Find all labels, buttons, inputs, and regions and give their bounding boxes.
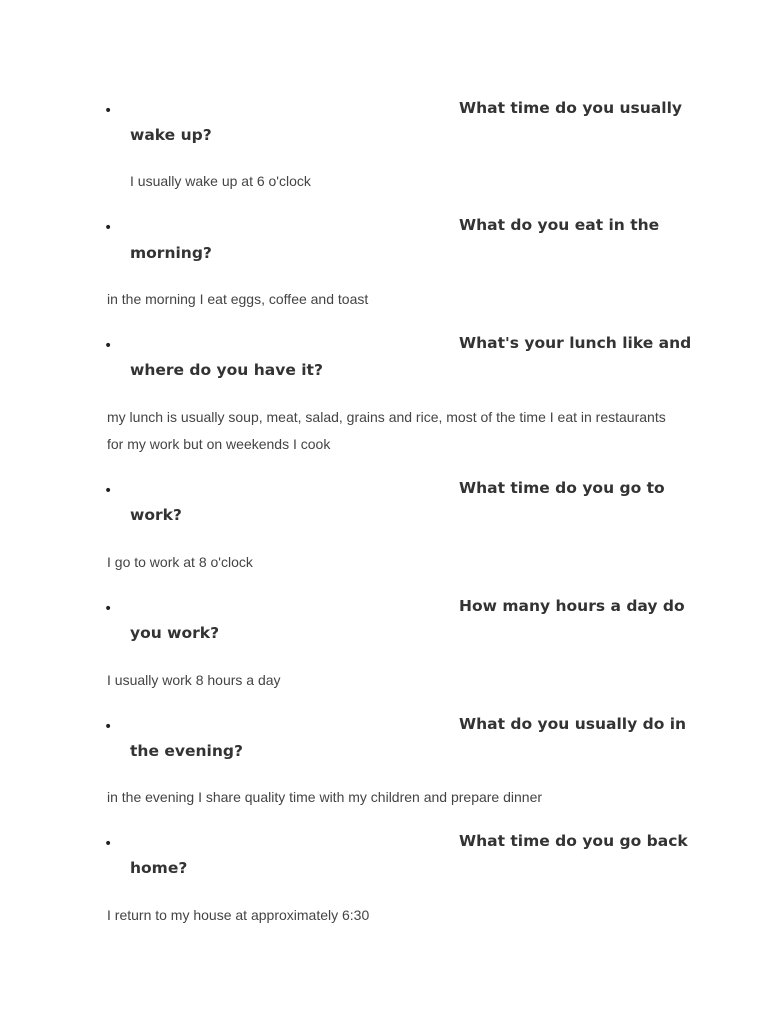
bullet-7: • <box>104 836 113 852</box>
answer-6: in the evening I share quality time with my children and prepare dinner <box>107 789 543 805</box>
question-5-line2: you work? <box>130 624 220 642</box>
question-6-line2: the evening? <box>130 742 243 760</box>
answer-3-line2: for my work but on weekends I cook <box>107 436 331 452</box>
bullet-2: • <box>104 220 113 236</box>
question-7-line1: What time do you go back <box>459 832 688 850</box>
question-3-line2: where do you have it? <box>130 361 323 379</box>
bullet-3: • <box>104 338 113 354</box>
question-4-line2: work? <box>130 506 182 524</box>
question-2-line2: morning? <box>130 244 212 262</box>
question-4-line1: What time do you go to <box>459 479 665 497</box>
question-1-line1: What time do you usually <box>459 99 682 117</box>
answer-2: in the morning I eat eggs, coffee and toast <box>107 291 369 307</box>
bullet-6: • <box>104 719 113 735</box>
question-3-line1: What's your lunch like and <box>459 334 692 352</box>
answer-4: I go to work at 8 o'clock <box>107 554 253 570</box>
question-1-line2: wake up? <box>130 126 212 144</box>
answer-7: I return to my house at approximately 6:30 <box>107 907 370 923</box>
question-2-line1: What do you eat in the <box>459 216 660 234</box>
bullet-5: • <box>104 601 113 617</box>
question-7-line2: home? <box>130 859 188 877</box>
answer-1: I usually wake up at 6 o'clock <box>130 173 311 189</box>
answer-3-line1: my lunch is usually soup, meat, salad, grains and rice, most of the time I eat in restaurants <box>107 409 666 425</box>
question-5-line1: How many hours a day do <box>459 597 685 615</box>
bullet-1: • <box>104 103 113 119</box>
question-6-line1: What do you usually do in <box>459 715 687 733</box>
bullet-4: • <box>104 483 113 499</box>
answer-5: I usually work 8 hours a day <box>107 672 281 688</box>
